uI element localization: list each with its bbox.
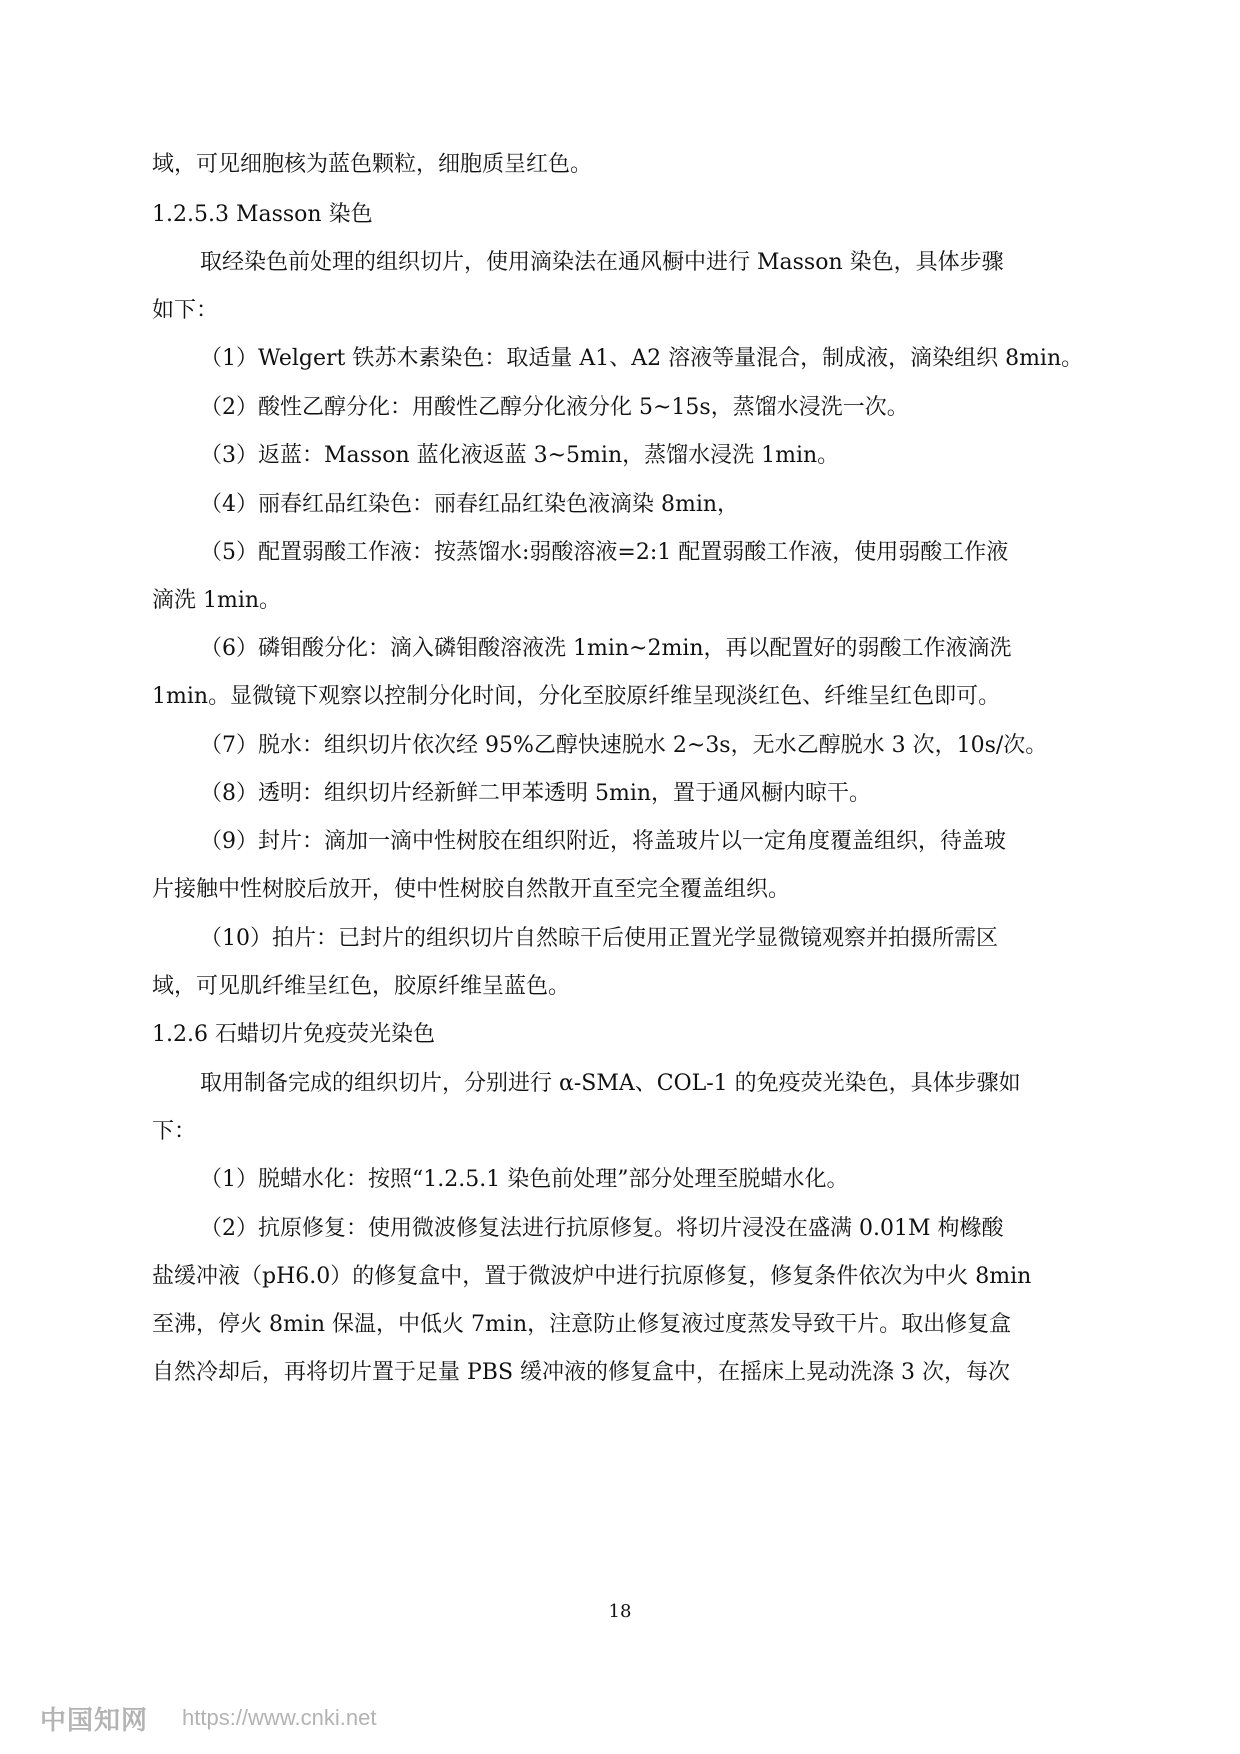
step-item: （8）透明：组织切片经新鲜二甲苯透明 5min，置于通风橱内晾干。: [200, 781, 872, 806]
text-line: 自然冷却后，再将切片置于足量 PBS 缓冲液的修复盒中，在摇床上晃动洗涤 3 次，每次: [152, 1360, 1011, 1385]
text-line: 1min。显微镜下观察以控制分化时间，分化至胶原纤维呈现淡红色、纤维呈红色即可。: [152, 684, 1001, 709]
step-item: （7）脱水：组织切片依次经 95%乙醇快速脱水 2~3s，无水乙醇脱水 3 次，10s/次。: [200, 733, 1048, 758]
text-line: 取经染色前处理的组织切片，使用滴染法在通风橱中进行 Masson 染色，具体步骤: [200, 250, 1004, 275]
step-item: （4）丽春红品红染色：丽春红品红染色液滴染 8min，: [200, 492, 740, 517]
step-item: （2）酸性乙醇分化：用酸性乙醇分化液分化 5~15s，蒸馏水浸洗一次。: [200, 395, 909, 420]
text-line: 至沸，停火 8min 保温，中低火 7min，注意防止修复液过度蒸发导致干片。取出修复盒: [152, 1312, 1012, 1337]
step-item: （1）脱蜡水化：按照“1.2.5.1 染色前处理”部分处理至脱蜡水化。: [200, 1167, 849, 1192]
step-item: （3）返蓝：Masson 蓝化液返蓝 3~5min，蒸馏水浸洗 1min。: [200, 443, 840, 468]
text-line: 下：: [152, 1119, 197, 1144]
text-line: 片接触中性树胶后放开，使中性树胶自然散开直至完全覆盖组织。: [152, 877, 791, 902]
step-item: （10）拍片：已封片的组织切片自然晾干后使用正置光学显微镜观察并拍摄所需区: [200, 926, 998, 951]
text-line: 滴洗 1min。: [152, 588, 282, 613]
text-line: 盐缓冲液（pH6.0）的修复盒中，置于微波炉中进行抗原修复，修复条件依次为中火 8min: [152, 1264, 1032, 1289]
text-line: 域，可见肌纤维呈红色，胶原纤维呈蓝色。: [152, 974, 571, 999]
step-item: （1）Welgert 铁苏木素染色：取适量 A1、A2 溶液等量混合，制成液，滴染组织 8min。: [200, 346, 1084, 371]
step-item: （5）配置弱酸工作液：按蒸馏水:弱酸溶液=2:1 配置弱酸工作液，使用弱酸工作液: [200, 540, 1009, 565]
text-line: 域，可见细胞核为蓝色颗粒，细胞质呈红色。: [152, 152, 593, 177]
step-item: （6）磷钼酸分化：滴入磷钼酸溶液洗 1min~2min，再以配置好的弱酸工作液滴洗: [200, 636, 1012, 661]
page-number: 18: [608, 1601, 632, 1622]
step-item: （9）封片：滴加一滴中性树胶在组织附近，将盖玻片以一定角度覆盖组织，待盖玻: [200, 829, 1006, 854]
step-item: （2）抗原修复：使用微波修复法进行抗原修复。将切片浸没在盛满 0.01M 枸橼酸: [200, 1216, 1004, 1241]
section-heading-1-2-5-3: 1.2.5.3 Masson 染色: [152, 202, 373, 227]
cnki-watermark: [40, 1702, 376, 1734]
cnki-logo: 中国知网: [40, 1704, 149, 1735]
cnki-url: https://www.cnki.net: [182, 1705, 377, 1730]
section-heading-1-2-6: 1.2.6 石蜡切片免疫荧光染色: [152, 1022, 435, 1047]
text-line: 取用制备完成的组织切片，分别进行 α-SMA、COL-1 的免疫荧光染色，具体步骤如: [200, 1071, 1021, 1096]
text-line: 如下：: [152, 298, 219, 323]
